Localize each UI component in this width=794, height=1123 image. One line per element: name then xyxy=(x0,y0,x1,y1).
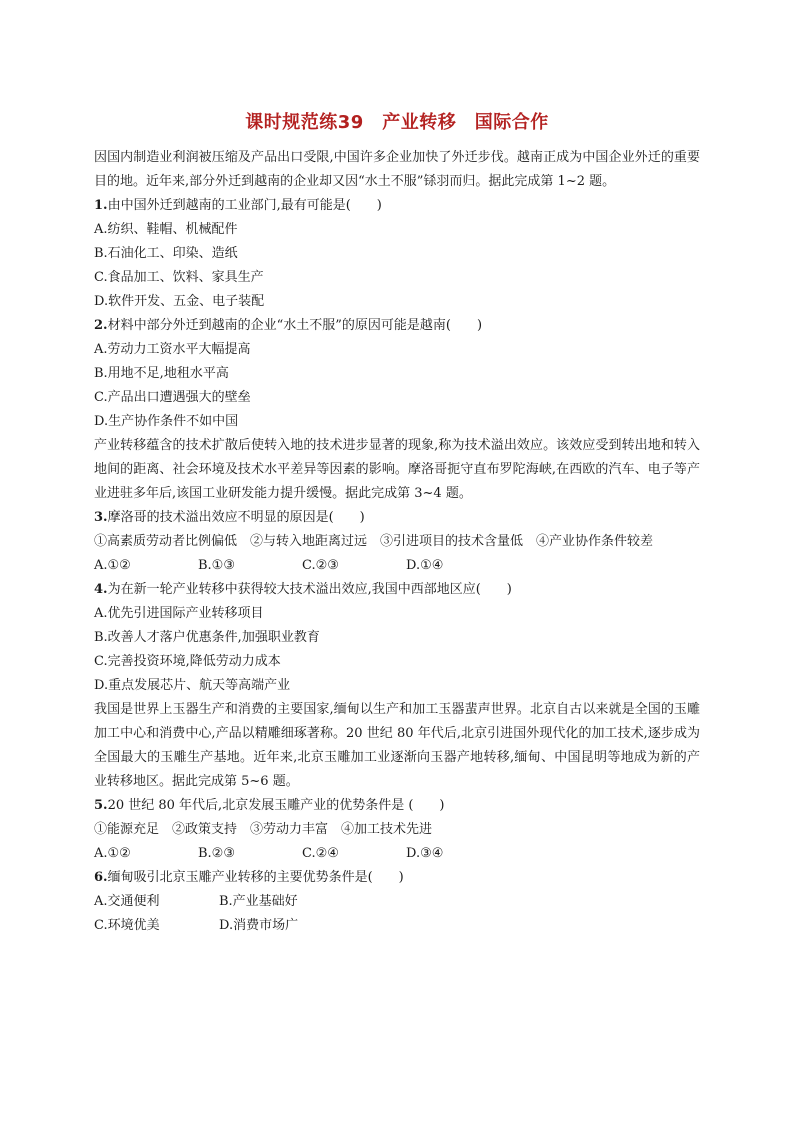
option-c: C.产品出口遭遇强大的壁垒 xyxy=(94,390,251,405)
option-row xyxy=(94,890,700,914)
question-stem: 由中国外迁到越南的工业部门,最有可能是( ) xyxy=(107,198,382,213)
question-4 xyxy=(94,578,700,698)
passage-1: 因国内制造业利润被压缩及产品出口受限,中国许多企业加快了外迁步伐。越南正成为中国企业外迁的重要目的地。近年来,部分外迁到越南的企业却又因“水土不服”铩羽而归。据此完成第 1~2 题。 xyxy=(94,150,700,189)
option-a: A.①② xyxy=(94,558,131,573)
question-5 xyxy=(94,794,700,866)
page-title: 课时规范练39 产业转移 国际合作 xyxy=(245,112,549,133)
option-b: B.石油化工、印染、造纸 xyxy=(94,246,238,261)
option-d: D.①④ xyxy=(406,558,444,573)
option-a: A.优先引进国际产业转移项目 xyxy=(94,606,264,621)
option-a: A.纺织、鞋帽、机械配件 xyxy=(94,222,238,237)
option-row xyxy=(94,842,700,866)
question-number: 5. xyxy=(94,798,108,813)
option-row xyxy=(94,914,700,938)
option-c: C.完善投资环境,降低劳动力成本 xyxy=(94,654,281,669)
option-d: D.消费市场广 xyxy=(219,918,299,933)
passage-2: 产业转移蕴含的技术扩散后使转入地的技术进步显著的现象,称为技术溢出效应。该效应受到转出地和转入地间的距离、社会环境及技术水平差异等因素的影响。摩洛哥扼守直布罗陀海峡,在西欧的汽车、电子等产业进驻多年后,该国工业研发能力提升缓慢。据此完成第 3~4 题。 xyxy=(94,438,700,501)
option-d: D.软件开发、五金、电子装配 xyxy=(94,294,265,309)
option-c: C.②③ xyxy=(302,558,339,573)
option-b: B.产业基础好 xyxy=(219,894,298,909)
question-3 xyxy=(94,506,700,578)
question-stem: 20 世纪 80 年代后,北京发展玉雕产业的优势条件是 ( ) xyxy=(107,798,445,813)
option-row xyxy=(94,554,700,578)
option-c: C.②④ xyxy=(302,846,339,861)
option-b: B.用地不足,地租水平高 xyxy=(94,366,229,381)
question-number: 4. xyxy=(94,582,108,597)
worksheet-content xyxy=(94,146,700,938)
question-1 xyxy=(94,194,700,314)
option-a: A.①② xyxy=(94,846,131,861)
option-a: A.劳动力工资水平大幅提高 xyxy=(94,342,251,357)
option-d: D.③④ xyxy=(406,846,444,861)
option-b: B.①③ xyxy=(198,558,235,573)
question-2 xyxy=(94,314,700,434)
option-b: B.改善人才落户优惠条件,加强职业教育 xyxy=(94,630,320,645)
option-b: B.②③ xyxy=(198,846,235,861)
question-6 xyxy=(94,866,700,938)
option-c: C.食品加工、饮料、家具生产 xyxy=(94,270,264,285)
passage-3: 我国是世界上玉器生产和消费的主要国家,缅甸以生产和加工玉器蜚声世界。北京自古以来就是全国的玉雕加工中心和消费中心,产品以精雕细琢著称。20 世纪 80 年代后,北京引进国外现代化的加工技术,逐步成为全国最大的玉雕生产基地。近年来,北京玉雕加工业逐渐向玉器产地转移,缅甸、中国昆明等地成为新的产业转移地区。据此完成第 5~6 题。 xyxy=(94,702,700,789)
question-stem: 摩洛哥的技术溢出效应不明显的原因是( ) xyxy=(107,510,365,525)
option-d: D.重点发展芯片、航天等高端产业 xyxy=(94,678,291,693)
option-a: A.交通便利 xyxy=(94,894,160,909)
statement-list: ①能源充足 ②政策支持 ③劳动力丰富 ④加工技术先进 xyxy=(94,822,433,837)
question-stem: 为在新一轮产业转移中获得较大技术溢出效应,我国中西部地区应( ) xyxy=(107,582,512,597)
question-stem: 缅甸吸引北京玉雕产业转移的主要优势条件是( ) xyxy=(107,870,404,885)
question-number: 6. xyxy=(94,870,108,885)
option-c: C.环境优美 xyxy=(94,918,160,933)
question-number: 2. xyxy=(94,318,108,333)
question-stem: 材料中部分外迁到越南的企业“水土不服”的原因可能是越南( ) xyxy=(107,318,483,333)
question-number: 3. xyxy=(94,510,108,525)
statement-list: ①高素质劳动者比例偏低 ②与转入地距离过远 ③引进项目的技术含量低 ④产业协作条件较差 xyxy=(94,534,654,549)
question-number: 1. xyxy=(94,198,108,213)
option-d: D.生产协作条件不如中国 xyxy=(94,414,239,429)
